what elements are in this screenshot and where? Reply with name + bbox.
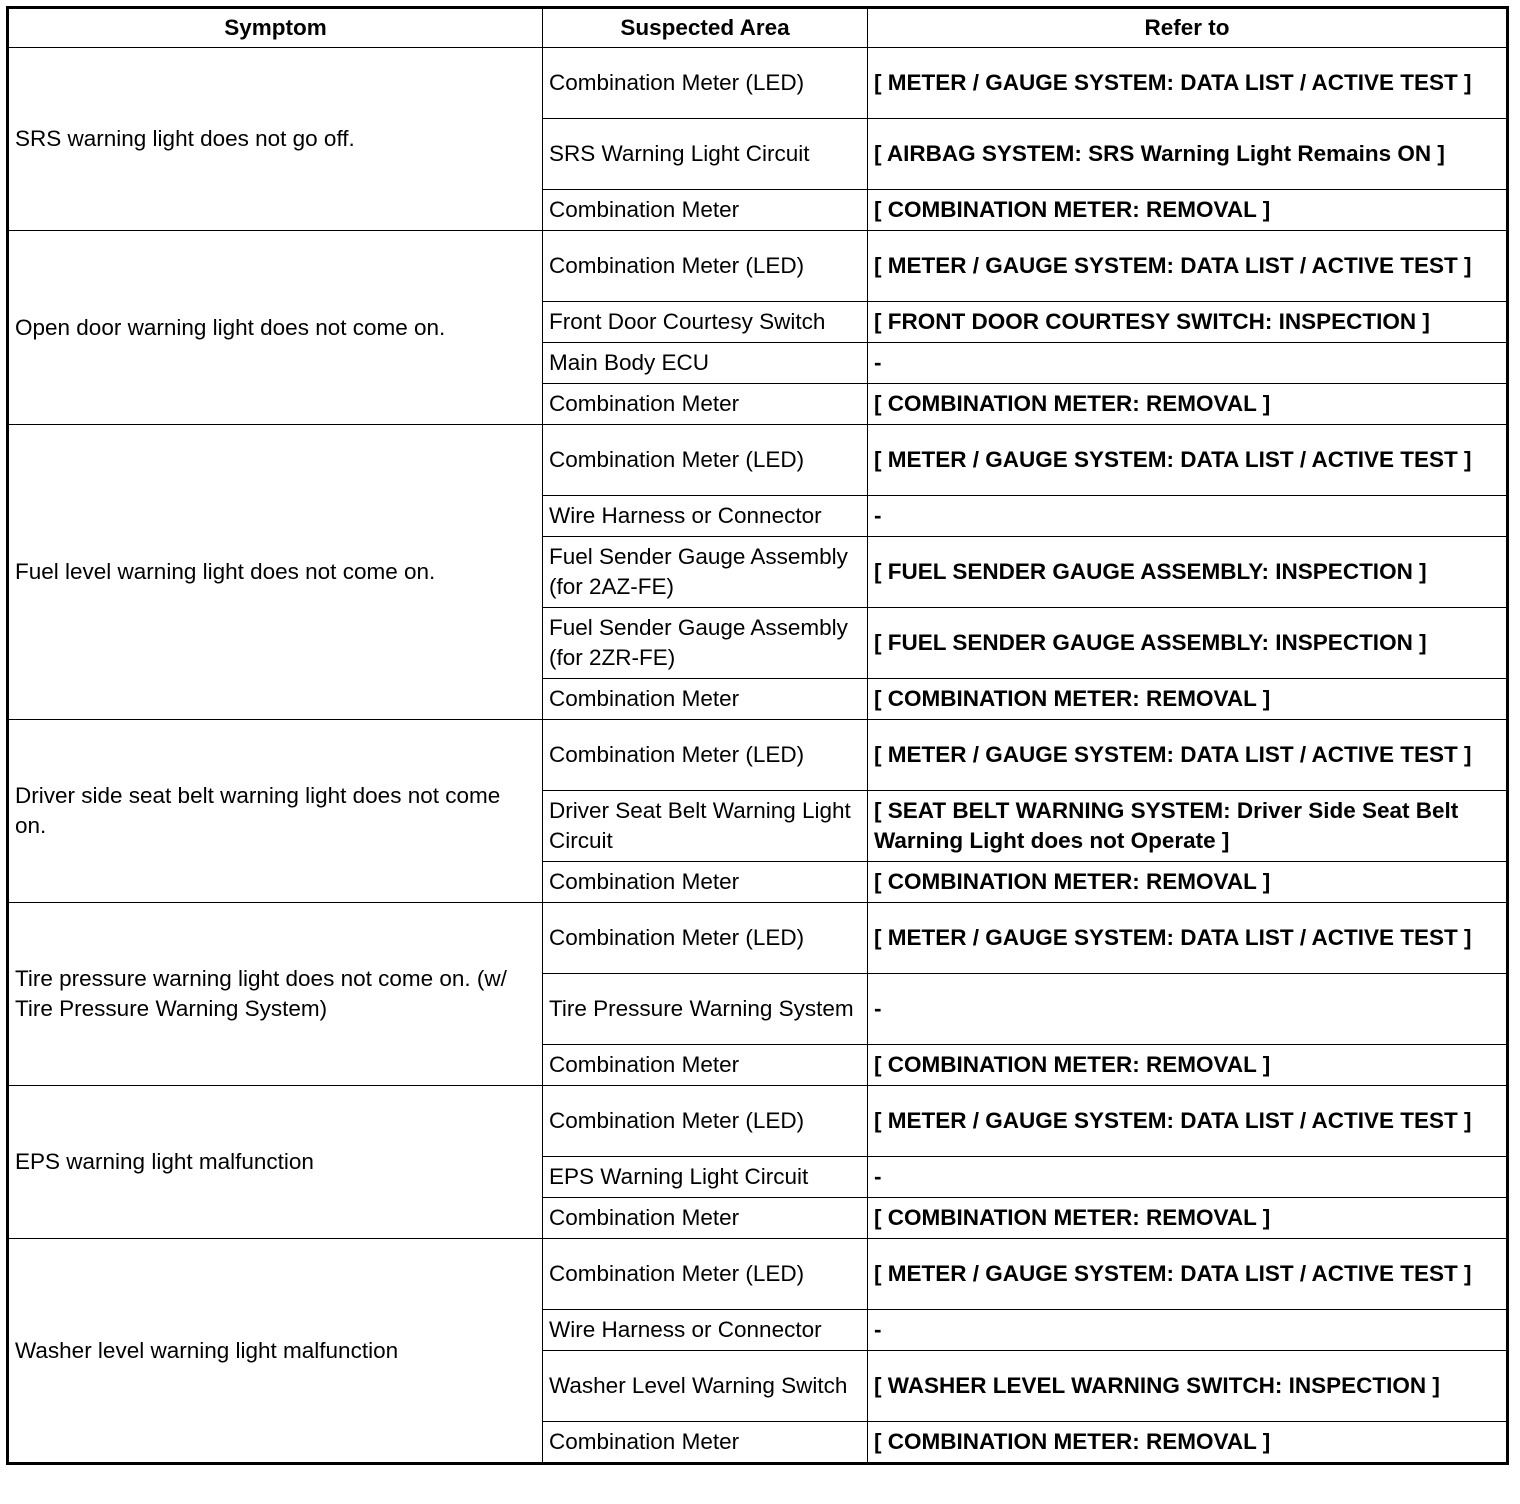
symptom-cell: SRS warning light does not go off. xyxy=(8,48,543,231)
table-row xyxy=(8,720,1508,791)
refer-to-cell: [ COMBINATION METER: REMOVAL ] xyxy=(868,862,1508,903)
suspected-area-cell: Combination Meter (LED) xyxy=(543,1086,868,1157)
suspected-area-cell: Combination Meter xyxy=(543,384,868,425)
table-row xyxy=(8,48,1508,119)
suspected-area-cell: Combination Meter xyxy=(543,1045,868,1086)
table-row xyxy=(8,425,1508,496)
symptom-cell: Open door warning light does not come on. xyxy=(8,231,543,425)
suspected-area-cell: Combination Meter xyxy=(543,862,868,903)
refer-to-cell: - xyxy=(868,1310,1508,1351)
refer-to-cell: [ COMBINATION METER: REMOVAL ] xyxy=(868,190,1508,231)
suspected-area-cell: Tire Pressure Warning System xyxy=(543,974,868,1045)
suspected-area-cell: SRS Warning Light Circuit xyxy=(543,119,868,190)
suspected-area-cell: Combination Meter xyxy=(543,190,868,231)
suspected-area-cell: Front Door Courtesy Switch xyxy=(543,302,868,343)
suspected-area-cell: Fuel Sender Gauge Assembly (for 2AZ-FE) xyxy=(543,537,868,608)
refer-to-cell: [ COMBINATION METER: REMOVAL ] xyxy=(868,1198,1508,1239)
refer-to-cell: [ WASHER LEVEL WARNING SWITCH: INSPECTION ] xyxy=(868,1351,1508,1422)
refer-to-cell: [ METER / GAUGE SYSTEM: DATA LIST / ACTIVE TEST ] xyxy=(868,720,1508,791)
suspected-area-cell: Combination Meter (LED) xyxy=(543,1239,868,1310)
refer-to-cell: [ METER / GAUGE SYSTEM: DATA LIST / ACTIVE TEST ] xyxy=(868,425,1508,496)
troubleshooting-table xyxy=(6,6,1509,1465)
refer-to-cell: [ FUEL SENDER GAUGE ASSEMBLY: INSPECTION ] xyxy=(868,537,1508,608)
refer-to-cell: [ FRONT DOOR COURTESY SWITCH: INSPECTION ] xyxy=(868,302,1508,343)
suspected-area-cell: Wire Harness or Connector xyxy=(543,1310,868,1351)
table-row xyxy=(8,903,1508,974)
suspected-area-cell: Driver Seat Belt Warning Light Circuit xyxy=(543,791,868,862)
refer-to-cell: [ AIRBAG SYSTEM: SRS Warning Light Remains ON ] xyxy=(868,119,1508,190)
suspected-area-cell: Combination Meter (LED) xyxy=(543,231,868,302)
suspected-area-cell: Combination Meter xyxy=(543,1198,868,1239)
header-row xyxy=(8,8,1508,48)
refer-to-cell: [ COMBINATION METER: REMOVAL ] xyxy=(868,1045,1508,1086)
symptom-cell: Fuel level warning light does not come on. xyxy=(8,425,543,720)
refer-to-cell: [ METER / GAUGE SYSTEM: DATA LIST / ACTIVE TEST ] xyxy=(868,903,1508,974)
suspected-area-cell: EPS Warning Light Circuit xyxy=(543,1157,868,1198)
refer-to-cell: [ SEAT BELT WARNING SYSTEM: Driver Side Seat Belt Warning Light does not Operate ] xyxy=(868,791,1508,862)
refer-to-cell: [ METER / GAUGE SYSTEM: DATA LIST / ACTIVE TEST ] xyxy=(868,231,1508,302)
refer-to-cell: - xyxy=(868,974,1508,1045)
refer-to-cell: [ COMBINATION METER: REMOVAL ] xyxy=(868,679,1508,720)
suspected-area-cell: Main Body ECU xyxy=(543,343,868,384)
refer-to-cell: - xyxy=(868,343,1508,384)
suspected-area-cell: Combination Meter (LED) xyxy=(543,48,868,119)
suspected-area-cell: Combination Meter xyxy=(543,679,868,720)
header-symptom: Symptom xyxy=(8,8,543,48)
symptom-cell: Tire pressure warning light does not come on. (w/ Tire Pressure Warning System) xyxy=(8,903,543,1086)
refer-to-cell: - xyxy=(868,1157,1508,1198)
suspected-area-cell: Fuel Sender Gauge Assembly (for 2ZR-FE) xyxy=(543,608,868,679)
refer-to-cell: [ COMBINATION METER: REMOVAL ] xyxy=(868,1422,1508,1464)
table-row xyxy=(8,1239,1508,1310)
symptom-cell: Driver side seat belt warning light does not come on. xyxy=(8,720,543,903)
refer-to-cell: [ COMBINATION METER: REMOVAL ] xyxy=(868,384,1508,425)
refer-to-cell: [ METER / GAUGE SYSTEM: DATA LIST / ACTIVE TEST ] xyxy=(868,48,1508,119)
symptom-cell: Washer level warning light malfunction xyxy=(8,1239,543,1464)
suspected-area-cell: Combination Meter (LED) xyxy=(543,425,868,496)
header-refer-to: Refer to xyxy=(868,8,1508,48)
suspected-area-cell: Wire Harness or Connector xyxy=(543,496,868,537)
suspected-area-cell: Combination Meter (LED) xyxy=(543,903,868,974)
refer-to-cell: [ METER / GAUGE SYSTEM: DATA LIST / ACTIVE TEST ] xyxy=(868,1239,1508,1310)
suspected-area-cell: Combination Meter xyxy=(543,1422,868,1464)
table-row xyxy=(8,231,1508,302)
refer-to-cell: [ FUEL SENDER GAUGE ASSEMBLY: INSPECTION ] xyxy=(868,608,1508,679)
table-row xyxy=(8,1086,1508,1157)
refer-to-cell: [ METER / GAUGE SYSTEM: DATA LIST / ACTIVE TEST ] xyxy=(868,1086,1508,1157)
suspected-area-cell: Washer Level Warning Switch xyxy=(543,1351,868,1422)
refer-to-cell: - xyxy=(868,496,1508,537)
suspected-area-cell: Combination Meter (LED) xyxy=(543,720,868,791)
header-suspected-area: Suspected Area xyxy=(543,8,868,48)
symptom-cell: EPS warning light malfunction xyxy=(8,1086,543,1239)
